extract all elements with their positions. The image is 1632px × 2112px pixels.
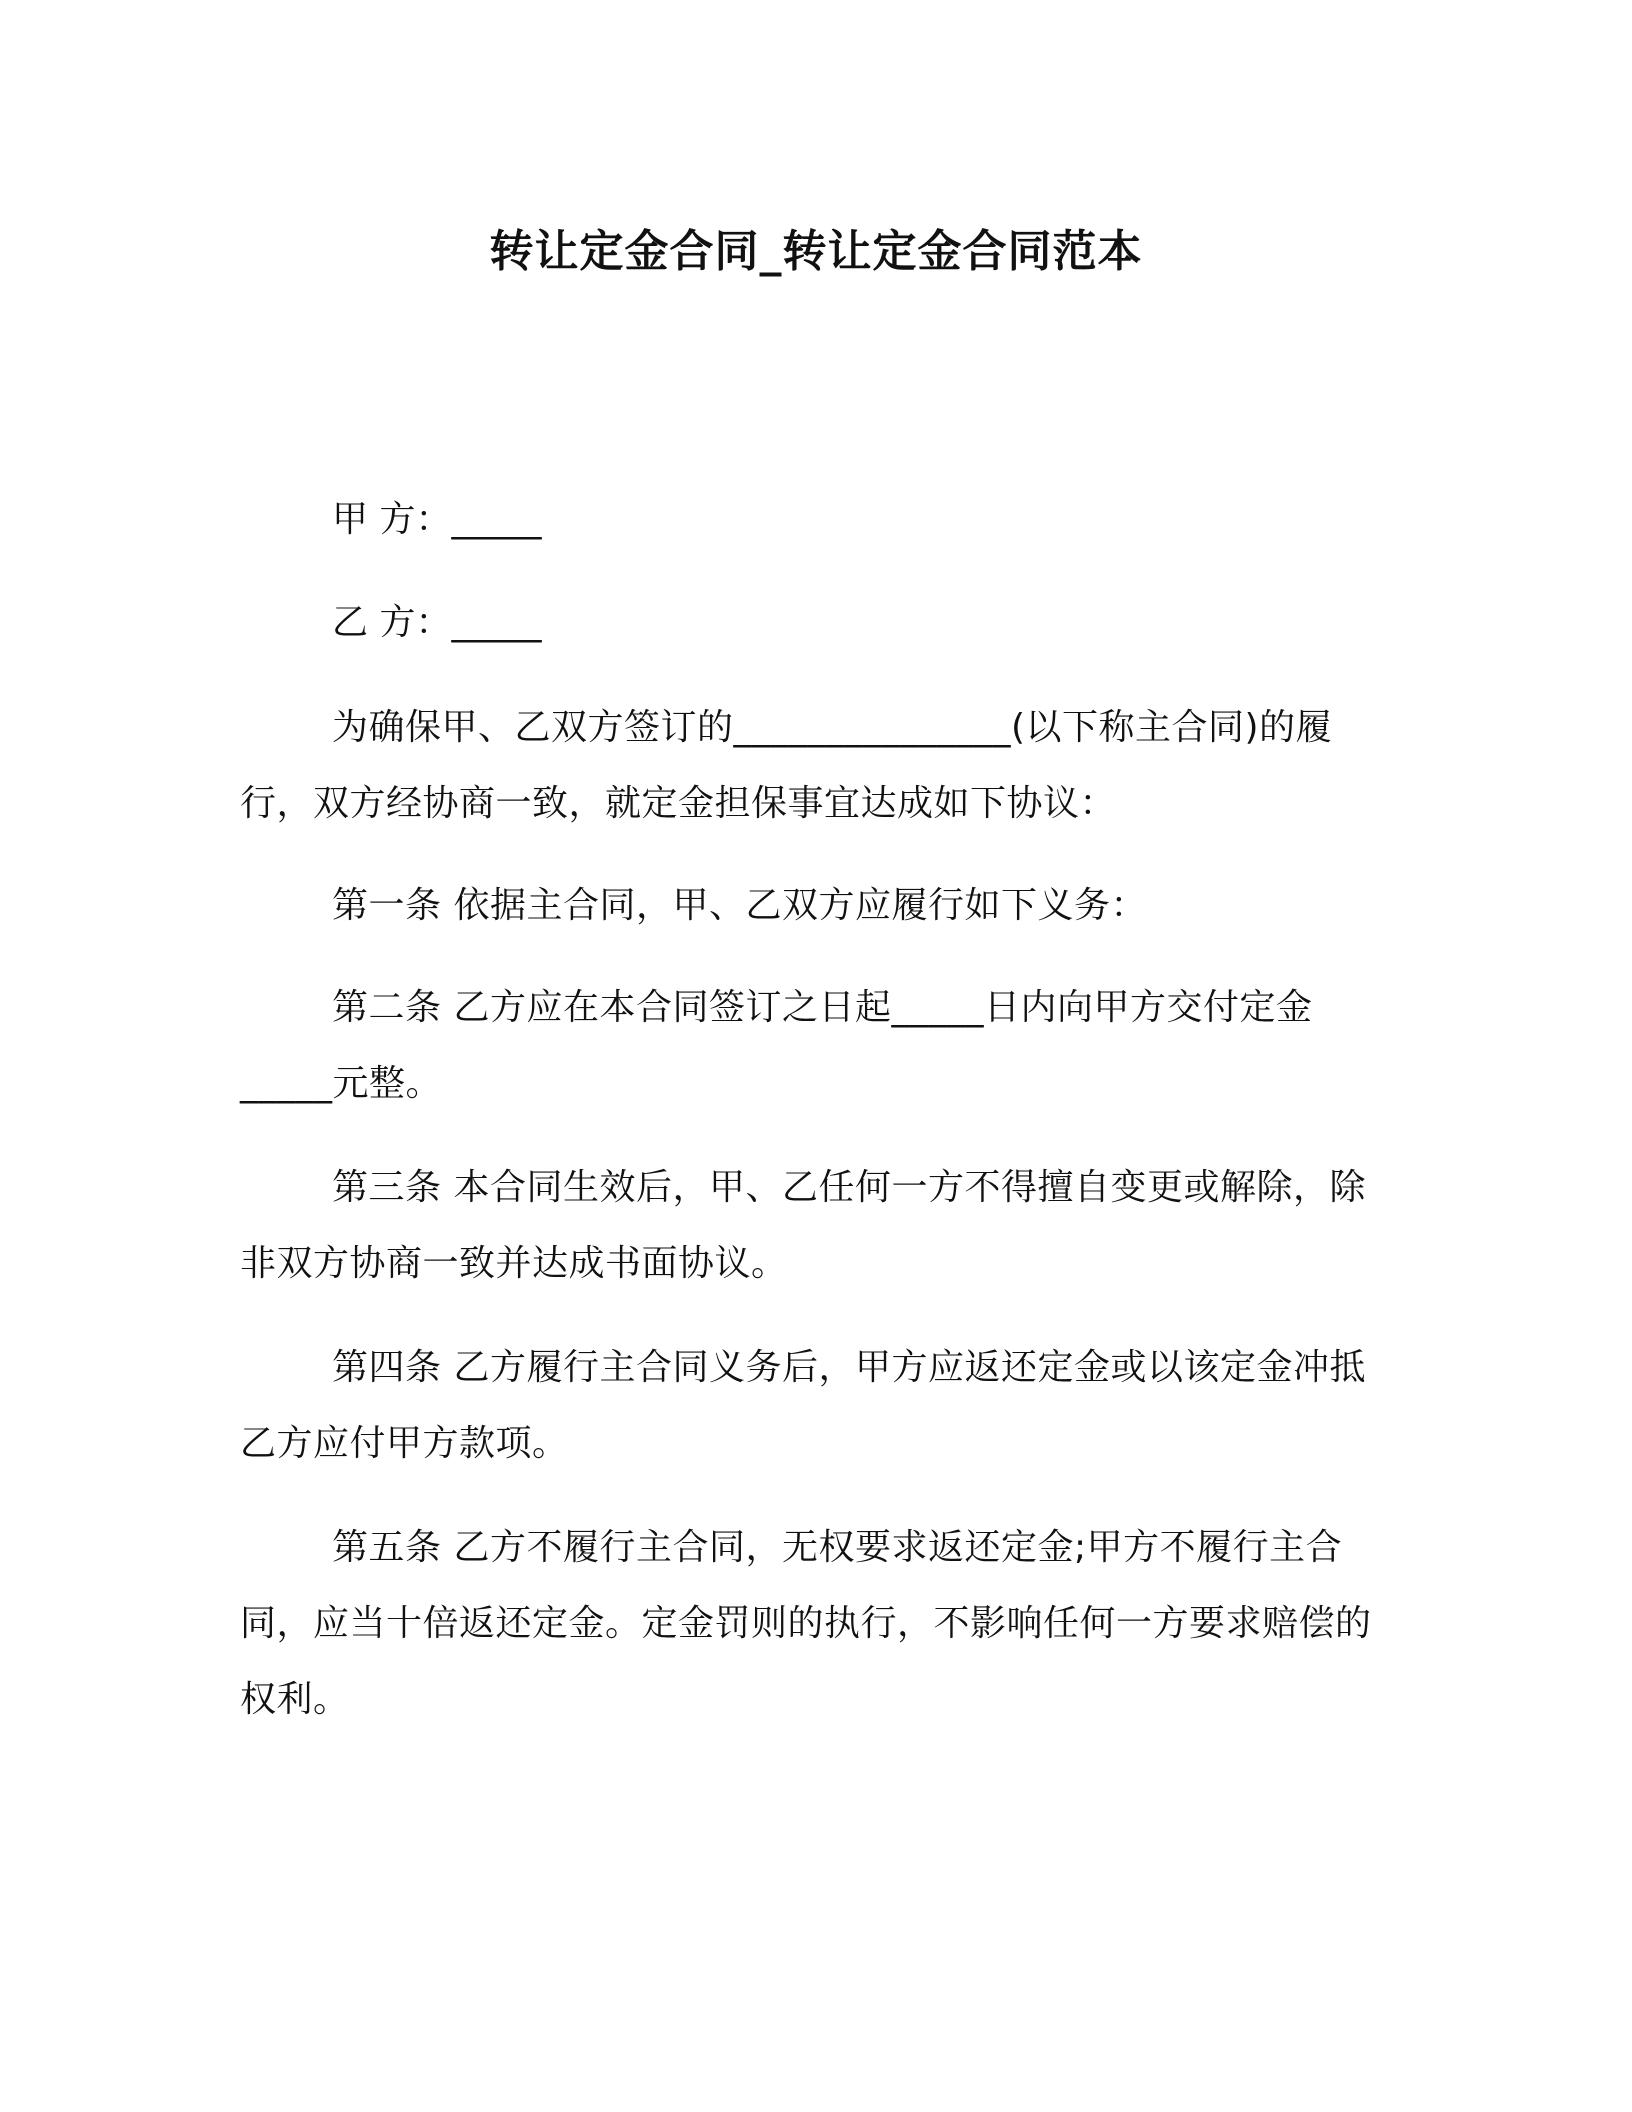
article-5-paragraph: 第五条 乙方不履行主合同，无权要求返还定金;甲方不履行主合同，应当十倍返还定金。定金罚则的执行，不影响任何一方要求赔偿的权利。 bbox=[240, 1527, 1372, 1720]
article-1-paragraph: 第一条 依据主合同，甲、乙双方应履行如下义务： bbox=[332, 885, 1147, 926]
intro-paragraph: 为确保甲、乙双方签订的_______________(以下称主合同)的履行，双方经协商一致，就定金担保事宜达成如下协议： bbox=[240, 707, 1333, 824]
party-a-line: 甲 方：_____ bbox=[332, 499, 542, 540]
article-4-paragraph: 第四条 乙方履行主合同义务后，甲方应返还定金或以该定金冲抵乙方应付甲方款项。 bbox=[240, 1347, 1366, 1464]
article-3-paragraph: 第三条 本合同生效后，甲、乙任何一方不得擅自变更或解除，除非双方协商一致并达成书面协议。 bbox=[240, 1167, 1366, 1284]
article-2-paragraph: 第二条 乙方应在本合同签订之日起_____日内向甲方交付定金_____元整。 bbox=[240, 987, 1313, 1104]
document-title: 转让定金合同_转让定金合同范本 bbox=[489, 226, 1143, 277]
party-b-line: 乙 方：_____ bbox=[332, 602, 542, 643]
